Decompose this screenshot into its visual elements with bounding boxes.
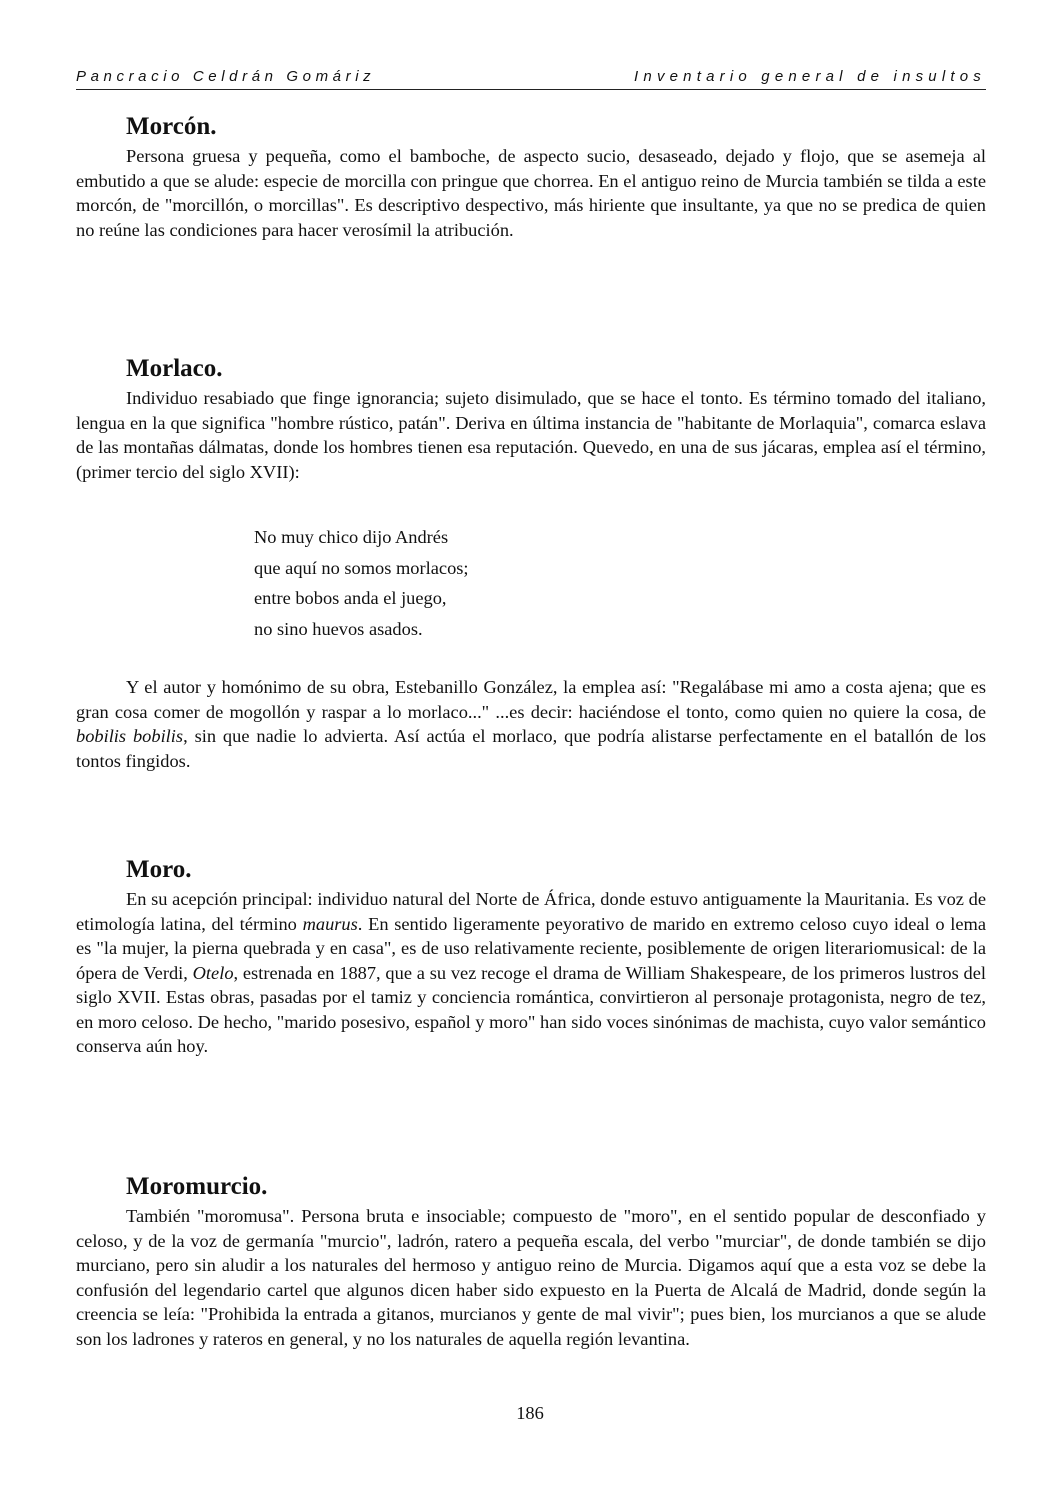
entry-moromurcio — [76, 1172, 986, 1351]
italic-text: bobilis bobilis — [76, 726, 184, 746]
text-run: . En sentido ligeramente peyorativo de marido en extremo celoso cuyo ideal o lema es "la mujer, la pierna quebrada y en casa", es de uso relativamente reciente, posiblemente de origen literariomusical: de la ópera de Verdi, — [76, 913, 986, 983]
entry-paragraph — [76, 675, 986, 773]
entry-morlaco — [76, 354, 986, 484]
entry-title: Moro. — [126, 856, 192, 883]
entry-moro — [76, 855, 986, 1059]
entry-paragraph: También "moromusa". Persona bruta e insociable; compuesto de "moro", en el sentido popular de desconfiado y celoso, y de la voz de germanía "murcio", ladrón, ratero a pequeña escala, del verbo "murciar", de donde también se dijo murciano, pero sin aludir a los naturales del hermoso y antiguo reino de Murcia. Digamos aquí que a esta voz se debe la confusión del legendario cartel que algunos dicen haber sido expuesto en la Puerta de Alcalá de Madrid, donde según la creencia se leía: "Prohibida la entrada a gitanos, murcianos y gente de mal vivir"; pues bien, los murcianos a que se alude son los ladrones y rateros en general, y no los naturales de aquella región levantina. — [76, 1206, 986, 1349]
text-run: En su acepción principal: individuo natural del Norte de África, donde estuvo antiguamente la Mauritania. Es voz de etimología latina, del término — [76, 889, 986, 934]
text-run: , sin que nadie lo advierta. Así actúa el morlaco, que podría alistarse perfectamente en el batallón de los tontos fingidos. — [76, 726, 987, 771]
entry-morcon — [76, 112, 986, 242]
running-header — [76, 67, 986, 90]
verse-line: entre bobos anda el juego, — [254, 588, 447, 608]
header-author: Pancracio Celdrán Gomáriz — [76, 68, 376, 85]
entry-paragraph: Persona gruesa y pequeña, como el bamboche, de aspecto sucio, desaseado, dejado y flojo, que se asemeja al embutido a que se alude: especie de morcilla con pringue que chorrea. En el antiguo reino de Murcia también se tilda a este morcón, de "morcillón, o morcillas". Es descriptivo despectivo, más hiriente que insultante, ya que no se predica de quien no reúne las condiciones para hacer verosímil la atribución. — [76, 146, 986, 240]
page-number: 186 — [516, 1403, 544, 1423]
verse-line: no sino huevos asados. — [254, 618, 423, 639]
verse-line: No muy chico dijo Andrés — [254, 527, 449, 547]
italic-text: Otelo — [192, 962, 234, 983]
entry-paragraph: Individuo resabiado que finge ignorancia; sujeto disimulado, que se hace el tonto. Es término tomado del italiano, lengua en la que significa "hombre rústico, patán". Deriva en última instancia de "habitante de Morlaquia", comarca eslava de las montañas dálmatas, donde los hombres tienen esa reputación. Quevedo, en una de sus jácaras, emplea así el término, (primer tercio del siglo XVII): — [76, 388, 986, 482]
italic-text: maurus — [302, 913, 358, 934]
entry-title: Moromurcio. — [126, 1173, 268, 1200]
header-book-title: Inventario general de insultos — [634, 68, 986, 85]
entry-title: Morlaco. — [126, 355, 223, 382]
text-run: Y el autor y homónimo de su obra, Estebanillo González, la emplea así: "Regalábase mi amo a costa ajena; que es gran cosa comer de mogollón y raspar a lo morlaco..." ...es decir: haciéndose el tonto, como quien no quiere la cosa, de — [76, 677, 986, 722]
verse-quotation — [254, 522, 654, 644]
entry-morlaco-continuation — [76, 675, 986, 773]
entry-title: Morcón. — [126, 113, 217, 140]
entry-paragraph — [76, 887, 986, 1059]
text-run: , estrenada en 1887, que a su vez recoge el drama de William Shakespeare, de los primeros lustros del siglo XVII. Estas obras, pasadas por el tamiz y conciencia romántica, convirtieron al personaje protagonista, negro de tez, en moro celoso. De hecho, "marido posesivo, español y moro" han sido voces sinónimas de machista, cuyo valor semántico conserva aún hoy. — [76, 962, 986, 1056]
verse-line: que aquí no somos morlacos; — [254, 557, 469, 578]
